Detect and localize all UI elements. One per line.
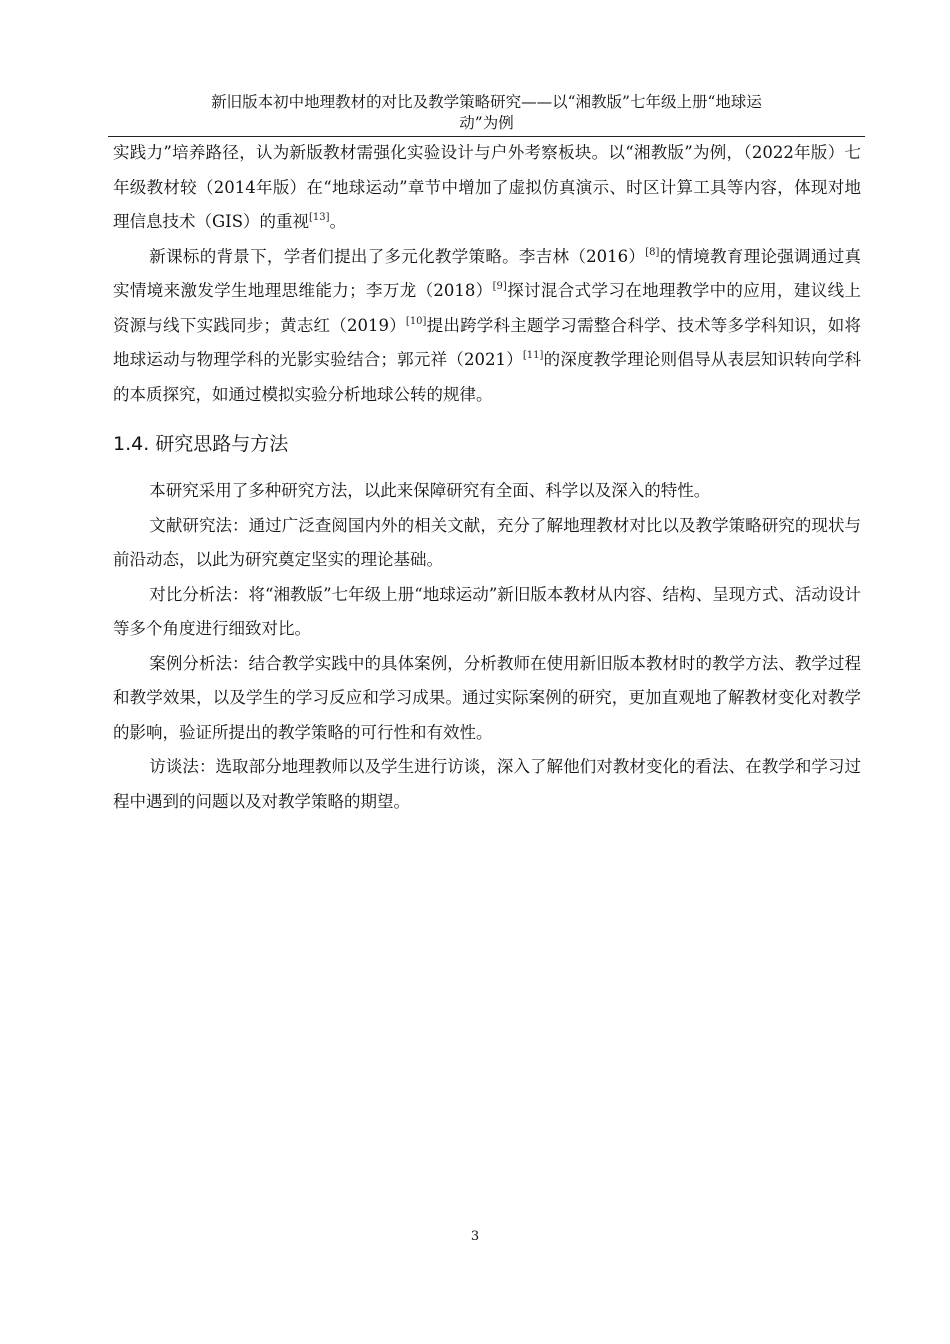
running-header-line-2: 动”为例 — [459, 114, 514, 132]
paragraph-text: 的情境教育理论强调通过真实情境来激发学生地理思维能力；李万龙（2018） — [113, 246, 861, 300]
paragraph-teaching-strategies — [113, 240, 861, 413]
paragraph-text: 提出跨学科主题学习需整合科学、技术等多学科知识，如将地球运动与物理学科的光影实验结合；郭元祥（2021） — [113, 315, 862, 369]
citation-8: [8] — [645, 246, 660, 258]
paragraph-literature-method: 文献研究法：通过广泛查阅国内外的相关文献，充分了解地理教材对比以及教学策略研究的现状与前沿动态，以此为研究奠定坚实的理论基础。 — [113, 515, 861, 569]
section-heading: 1.4. 研究思路与方法 — [113, 433, 289, 455]
citation-10: [10] — [405, 315, 427, 327]
body-text — [113, 136, 861, 819]
citation-9: [9] — [492, 281, 507, 292]
paragraph-case-method: 案例分析法：结合教学实践中的具体案例，分析教师在使用新旧版本教材时的教学方法、教学过程和教学效果，以及学生的学习反应和学习成果。通过实际案例的研究，更加直观地了解教材变化对教学的影响，验证所提出的教学策略的可行性和有效性。 — [113, 653, 861, 742]
paragraph-interview-method: 访谈法：选取部分地理教师以及学生进行访谈，深入了解他们对教材变化的看法、在教学和学习过程中遇到的问题以及对教学策略的期望。 — [113, 757, 861, 811]
paragraph-continued — [113, 136, 861, 240]
paragraph-text: 实践力”培养路径，认为新版教材需强化实验设计与户外考察板块。以“湘教版”为例，（2022年版）七年级教材较（2014年版）在“地球运动”章节中增加了虚拟仿真演示、时区计算工具等内容，体现对地理信息技术（GIS）的重视 — [113, 143, 861, 231]
paragraph-text: 新课标的背景下，学者们提出了多元化教学策略。李吉林（2016） — [149, 246, 646, 266]
paragraph-text: 探讨混合式学习在地理教学中的应用，建议线上资源与线下实践同步；黄志红（2019） — [113, 281, 861, 335]
citation-11: [11] — [522, 350, 544, 361]
paragraph-comparison-method: 对比分析法：将“湘教版”七年级上册“地球运动”新旧版本教材从内容、结构、呈现方式、活动设计等多个角度进行细致对比。 — [113, 584, 861, 638]
paragraph-methods-intro: 本研究采用了多种研究方法，以此来保障研究有全面、科学以及深入的特性。 — [149, 481, 711, 500]
running-header-line-1: 新旧版本初中地理教材的对比及教学策略研究——以“湘教版”七年级上册“地球运 — [211, 93, 762, 111]
citation-13: [13] — [309, 212, 330, 223]
page-number: 3 — [470, 1229, 480, 1244]
running-header — [108, 92, 865, 134]
paragraph-text: 的深度教学理论则倡导从表层知识转向学科的本质探究，如通过模拟实验分析地球公转的规律。 — [113, 350, 861, 404]
paragraph-text: 。 — [329, 212, 347, 231]
